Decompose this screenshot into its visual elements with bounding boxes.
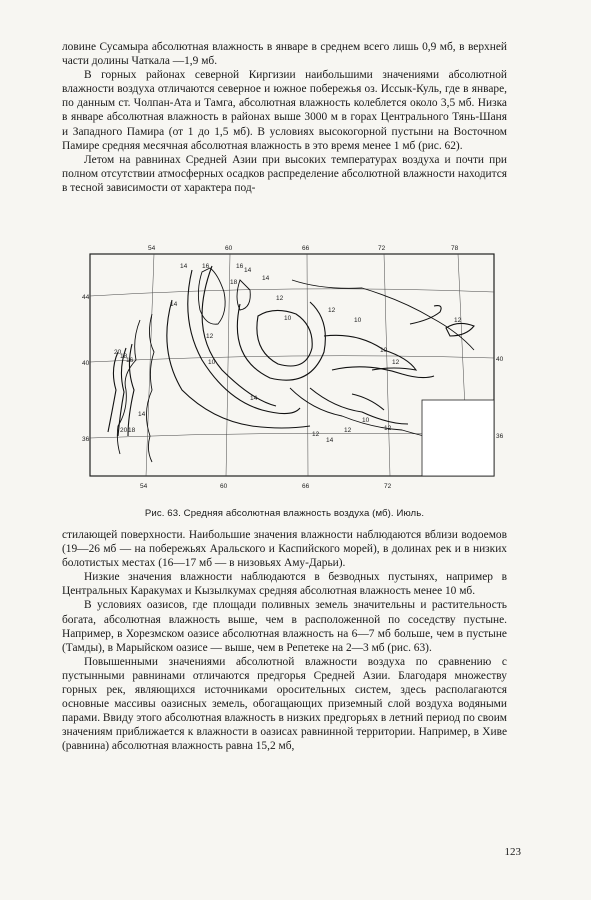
longitude-label: 66 [302, 483, 310, 490]
isoline-label: 14 [180, 263, 188, 270]
longitude-label: 60 [220, 483, 228, 490]
isoline-label: 14 [244, 267, 252, 274]
longitude-label: 78 [451, 245, 459, 252]
longitude-label: 54 [140, 483, 148, 490]
paragraph-continued: ловине Сусамыра абсолютная влажность в январе в среднем всего лишь 0,9 мб, в верхней части долины Чаткала —1,9 мб. [62, 41, 507, 68]
longitude-label: 72 [384, 483, 392, 490]
paragraph: В горных районах северной Киргизии наибольшими значениями абсолютной влажности воздуха отличаются северное и южное побережья оз. Иссык-Куль, где в январе, по данным ст. Чолпан-Ата и Тамга, абсолютная влажность колеблется около 3,5 мб. Низка в январе абсолютная влажность в районах выше 3000 м в горах Центрального Тянь-Шаня и Западного Памира (от 1 до 1,5 мб). В условиях высокогорной пустыни на Восточном Памире средняя месячная абсолютная влажность в это время менее 1 мб (рис. 62). [62, 69, 507, 152]
isoline-label: 14 [170, 301, 178, 308]
isoline-label: 18 [120, 353, 128, 360]
isoline-label: 14 [250, 395, 258, 402]
isoline-label: 12 [384, 425, 392, 432]
paragraph: Низкие значения влажности наблюдаются в безводных пустынях, например в Центральных Каракумах и Кызылкумах средняя абсолютная влажность менее 10 мб. [62, 571, 507, 598]
latitude-label: 36 [82, 436, 90, 443]
longitude-label: 66 [302, 245, 310, 252]
isoline-label: 20 [120, 427, 128, 434]
latitude-label: 36 [496, 433, 504, 440]
isoline-label: 12 [328, 307, 336, 314]
latitude-label: 44 [82, 294, 90, 301]
isoline-label: 12 [276, 295, 284, 302]
isoline-label: 14 [262, 275, 270, 282]
figure-caption: Рис. 63. Средняя абсолютная влажность воздуха (мб). Июль. [144, 508, 425, 519]
latitude-label: 40 [82, 360, 90, 367]
isoline-label: 16 [236, 263, 244, 270]
paragraph: В условиях оазисов, где площади поливных земель значительны и растительность богата, абсолютная влажность выше, чем в расположенной по соседству пустыне. Например, в Хорезмском оазисе абсолютная влажность на 6—7 мб больше, чем в пустыне (Тамды), в Марыйском оазисе — выше, чем в Репетеке на 2—3 мб (рис. 63). [62, 599, 507, 654]
isoline-label: 10 [362, 417, 370, 424]
isoline-label: 18 [230, 279, 238, 286]
paragraph: Повышенными значениями абсолютной влажности воздуха по сравнению с пустынными равнинами отличаются предгорья Средней Азии. Благодаря множеству горных рек, являющихся источниками оросительных систем, здесь располагаются основные массивы оазисных земель, обогащающих приземный слой воздуха водяными парами. Ввиду этого абсолютная влажность в низких предгорьях в летний период по своим значениям приближается к влажности в оазисах равнинной территории. Например, в Хиве (равнина) абсолютная влажность равна 15,2 мб, [62, 655, 507, 753]
isoline-label: 14 [138, 411, 146, 418]
isoline-label: 20 [114, 349, 122, 356]
page-number: 123 [504, 846, 521, 858]
isoline-label: 16 [202, 263, 210, 270]
top-text-block [62, 40, 507, 195]
bottom-text-block [62, 528, 507, 754]
longitude-label: 72 [378, 245, 386, 252]
isoline-label: 12 [312, 431, 320, 438]
isoline-label: 14 [326, 437, 334, 444]
isoline-label: 12 [206, 333, 214, 340]
isoline-label: 10 [208, 359, 216, 366]
paragraph: Летом на равнинах Средней Азии при высоких температурах воздуха и почти при полном отсутствии атмосферных осадков распределение абсолютной влажности находится в тесной зависимости от характера под- [62, 153, 507, 194]
isoline-label: 18 [128, 427, 136, 434]
isoline-label: 10 [354, 317, 362, 324]
isoline-label: 12 [392, 359, 400, 366]
isolines [108, 266, 474, 436]
latitude-label: 40 [496, 356, 504, 363]
isoline-map [62, 240, 507, 502]
humidity-map-figure [62, 240, 507, 502]
inset-box [422, 400, 494, 476]
isoline-label: 16 [126, 357, 134, 364]
longitude-label: 54 [148, 245, 156, 252]
isoline-label: 12 [454, 317, 462, 324]
isoline-label: 10 [284, 315, 292, 322]
isoline-label: 10 [380, 347, 388, 354]
isoline-label: 12 [344, 427, 352, 434]
isoline-labels [114, 263, 462, 444]
paragraph-continued: стилающей поверхности. Наибольшие значения влажности наблюдаются вблизи водоемов (19—26 мб — на побережьях Аральского и Каспийского морей), в долинах рек и в низких болотистых местах (16—17 мб — в низовьях Аму-Дарьи). [62, 529, 507, 570]
longitude-label: 60 [225, 245, 233, 252]
